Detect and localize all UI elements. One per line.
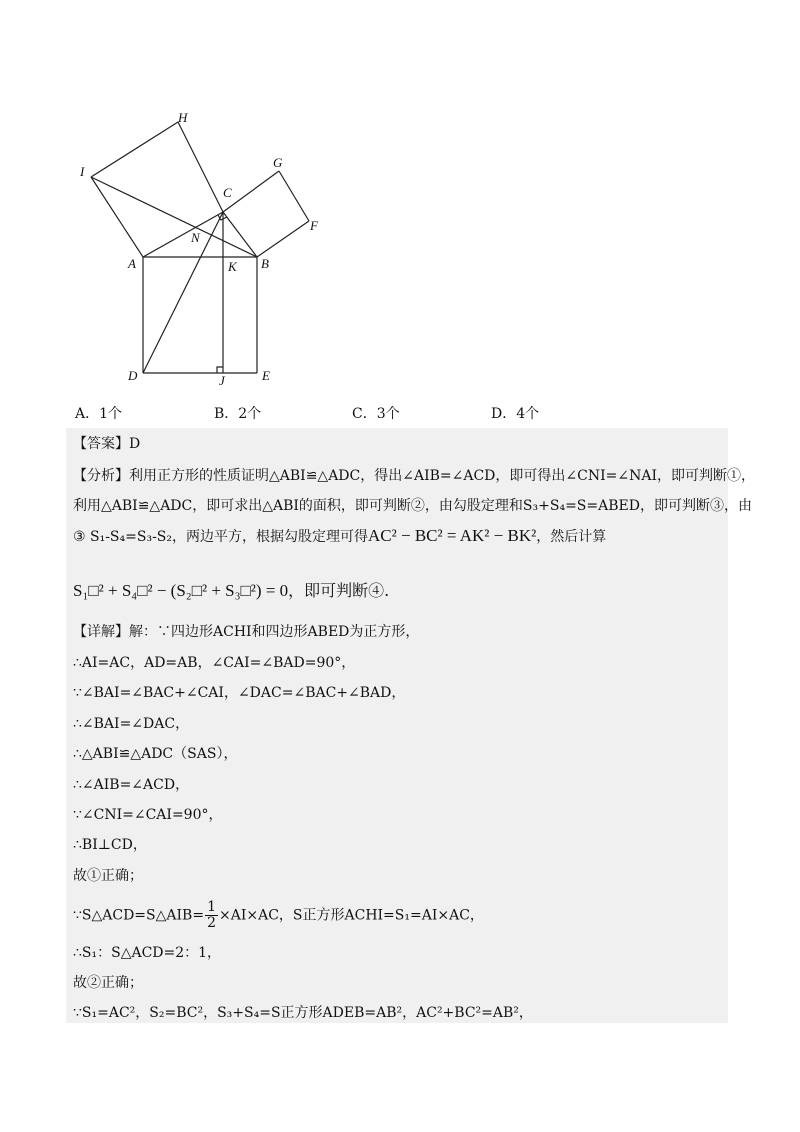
label-B: B (261, 256, 269, 271)
choice-d[interactable]: D．4个 (491, 406, 540, 422)
analysis-line-4 (73, 581, 389, 601)
detail-line-7: ∵∠CNI=∠CAI=90°， (73, 807, 223, 823)
detail-line-6: ∴∠AIB=∠ACD， (73, 777, 190, 793)
label-G: G (273, 155, 283, 170)
detail-line-9: 故①正确； (73, 868, 143, 884)
segment-IH (91, 122, 178, 177)
detail-text-10a: ∵S△ACD=S△AIB= (73, 907, 205, 924)
analysis-text-3: ③ S₁-S₄=S₃-S₂，两边平方，根据勾股定理可得 (73, 529, 369, 545)
fraction-numerator: 1 (207, 899, 216, 915)
label-K: K (228, 259, 237, 274)
detail-line-2: ∴AI=AC，AD=AB，∠CAI=∠BAD=90°， (73, 655, 356, 671)
solution-panel (66, 428, 755, 1023)
segment-DC (143, 212, 223, 373)
fraction-one-half (205, 900, 218, 931)
answer-value: D (129, 436, 141, 452)
fraction-denominator: 2 (207, 915, 216, 931)
segment-FB (257, 221, 309, 257)
label-D: D (128, 368, 138, 383)
segment-GF (279, 171, 309, 221)
analysis-text-4-tail: ，即可判断④. (288, 581, 390, 600)
label-A: A (128, 256, 136, 271)
detail-text-1: 解：∵四边形ACHI和四边形ABED为正方形， (129, 624, 420, 640)
segment-HC (178, 122, 223, 212)
analysis-text-3-tail: ，然后计算 (536, 529, 607, 545)
analysis-line-1 (73, 466, 755, 486)
analysis-line-3 (73, 526, 606, 547)
choice-b[interactable]: B．2个 (214, 406, 262, 422)
segment-IB (91, 177, 257, 257)
detail-line-3: ∵∠BAI=∠BAC+∠CAI，∠DAC=∠BAC+∠BAD， (73, 685, 406, 701)
geometry-figure (60, 100, 360, 395)
formula-pythagoras: AC² − BC² = AK² − BK² (368, 526, 537, 545)
analysis-line-2: 利用△ABI≌△ADC，即可求出△ABI的面积，即可判断②，由勾股定理和S₃+S₄=S=ABED，即可判断③，由 (73, 498, 752, 514)
label-I: I (80, 164, 85, 179)
label-J: J (219, 373, 225, 388)
detail-heading: 【详解】 (73, 624, 129, 640)
detail-line-11: ∴S₁：S△ACD=2：1， (73, 945, 222, 961)
choice-c[interactable]: C．3个 (352, 406, 400, 422)
segment-CB (223, 212, 257, 257)
label-E: E (262, 368, 270, 383)
answer-line (73, 434, 140, 454)
label-H: H (178, 110, 188, 125)
analysis-heading: 【分析】 (73, 468, 129, 484)
analysis-text-1: 利用正方形的性质证明△ABI≌△ADC，得出∠AIB=∠ACD，即可得出∠CNI=∠NAI，即可判断①， (129, 468, 755, 484)
detail-line-4: ∴∠BAI=∠DAC， (73, 716, 190, 732)
answer-heading: 【答案】 (73, 436, 129, 452)
detail-line-10 (73, 900, 484, 931)
label-N: N (191, 230, 200, 245)
detail-line-5: ∴△ABI≌△ADC（SAS）， (73, 746, 238, 762)
label-C: C (223, 185, 232, 200)
detail-line-12: 故②正确； (73, 975, 143, 991)
detail-line-13: ∵S₁=AC²，S₂=BC²，S₃+S₄=S正方形ADEB=AB²，AC²+BC²=AB²， (73, 1005, 533, 1021)
answer-choices (75, 403, 755, 425)
detail-line-8: ∴BI⊥CD， (73, 837, 147, 853)
detail-line-1 (73, 622, 419, 642)
choice-a[interactable]: A．1个 (75, 406, 123, 422)
detail-text-10b: ×AI×AC，S正方形ACHI=S₁=AI×AC， (218, 907, 484, 924)
label-F: F (310, 218, 318, 233)
formula-area-sum: S₁□² + S₄□² − (S₂□² + S₃□²) = 0 (73, 581, 289, 600)
